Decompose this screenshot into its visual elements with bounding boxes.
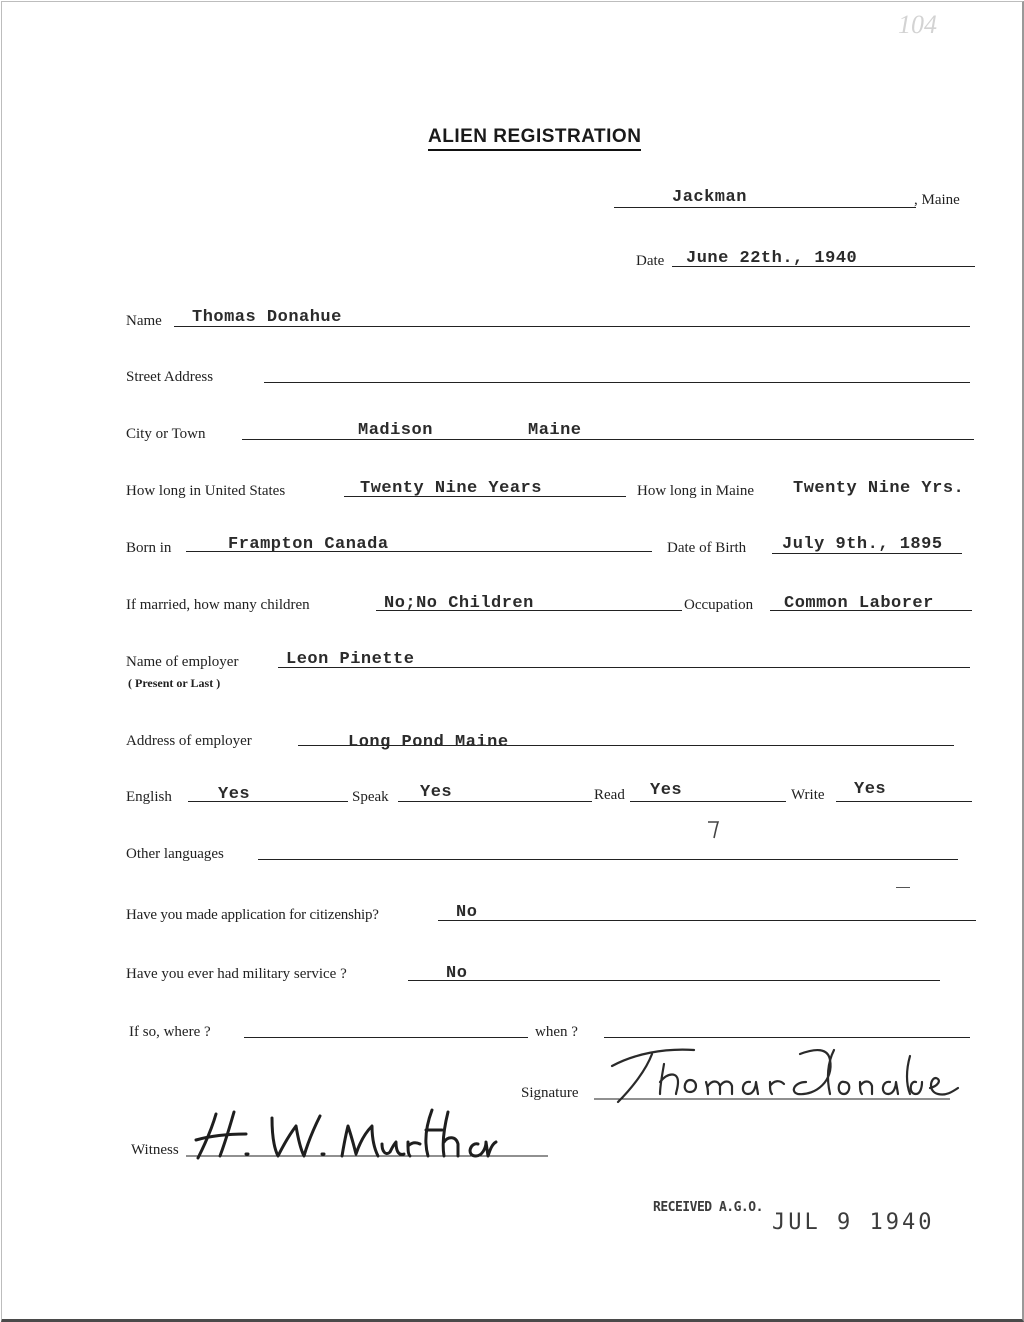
received-stamp: RECEIVED A.G.O. [653,1200,763,1215]
citizenship-label: Have you made application for citizenship? [126,907,379,923]
citizenship-line [438,920,976,921]
place-state: , Maine [914,192,960,208]
speak-label: Speak [352,789,389,805]
employer-label: Name of employer [126,654,239,670]
date-value: June 22th., 1940 [686,249,858,268]
occupation-label: Occupation [684,597,754,613]
employer-value: Leon Pinette [286,650,415,669]
signature-label: Signature [521,1085,579,1101]
name-label: Name [126,313,162,329]
children-label: If married, how many children [126,597,310,613]
received-stamp-date: JUL 9 1940 [772,1210,935,1235]
street-label: Street Address [126,369,214,385]
military-line [408,980,940,981]
occupation-value: Common Laborer [784,594,934,613]
place-line [614,207,916,208]
city-label: City or Town [126,426,206,442]
when-label: when ? [535,1024,578,1040]
employer-address-label: Address of employer [126,733,252,749]
dob-label: Date of Birth [667,540,747,556]
dob-value: July 9th., 1895 [782,535,943,554]
citizenship-value: No [456,903,478,922]
where-line [244,1037,528,1038]
stray-mark [700,818,730,842]
write-line [836,801,972,802]
maine-duration-value: Twenty Nine Yrs. [793,479,965,498]
street-line [264,382,970,383]
form-title: ALIEN REGISTRATION [428,126,641,151]
read-value: Yes [650,781,683,800]
children-value: No;No Children [384,594,534,613]
english-line [188,801,348,802]
read-line [630,801,786,802]
born-label: Born in [126,540,172,556]
us-duration-value: Twenty Nine Years [360,479,542,498]
speak-value: Yes [420,783,453,802]
write-value: Yes [854,780,887,799]
corner-mark: 104 [898,10,937,39]
name-value: Thomas Donahue [192,308,342,327]
other-languages-label: Other languages [126,846,224,862]
witness-label: Witness [131,1142,179,1158]
place-value: Jackman [672,188,747,207]
signature-image [594,1036,964,1108]
us-duration-label: How long in United States [126,483,286,499]
city-value: Madison [358,421,433,440]
read-label: Read [594,787,625,803]
born-value: Frampton Canada [228,535,389,554]
write-label: Write [791,787,825,803]
military-label: Have you ever had military service ? [126,966,347,982]
military-value: No [446,964,468,983]
english-label: English [126,789,172,805]
state-value: Maine [528,421,582,440]
witness-signature-image [186,1104,552,1162]
date-label: Date [636,253,665,269]
employer-address-value: Long Pond Maine [348,733,509,752]
other-languages-line [258,859,958,860]
city-line [242,439,974,440]
where-label: If so, where ? [129,1024,211,1040]
english-value: Yes [218,785,251,804]
maine-duration-label: How long in Maine [637,483,755,499]
stray-dash [896,887,910,888]
employer-sublabel: ( Present or Last ) [128,676,221,690]
